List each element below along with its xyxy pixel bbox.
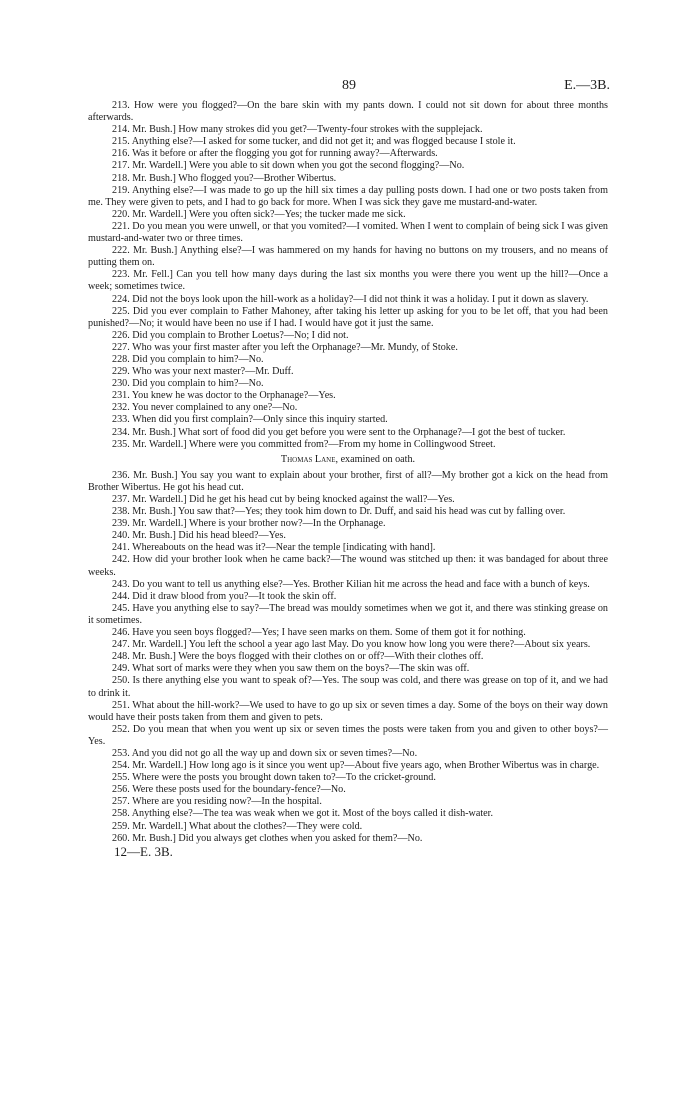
testimony-paragraph: 225. Did you ever complain to Father Mahoney, after taking his letter up asking for you to be let off, that you had been punished?—No; it would have been no use if I had. I would have got it just the same. [88,305,608,329]
testimony-paragraph: 244. Did it draw blood from you?—It took the skin off. [112,590,337,602]
testimony-paragraph: 238. Mr. Bush.] You saw that?—Yes; they took him down to Dr. Duff, and said his head was cut by falling over. [112,506,566,518]
testimony-paragraph: 255. Where were the posts you brought down taken to?—To the cricket-ground. [112,772,436,784]
testimony-paragraph: 227. Who was your first master after you left the Orphanage?—Mr. Mundy, of Stoke. [112,341,458,353]
testimony-paragraph: 217. Mr. Wardell.] Were you able to sit down when you got the second flogging?—No. [112,160,465,172]
testimony-paragraph: 237. Mr. Wardell.] Did he get his head cut by being knocked against the wall?—Yes. [112,494,455,505]
testimony-paragraph: 213. How were you flogged?—On the bare skin with my pants down. I could not sit down for about three months afterwards. [88,100,608,124]
testimony-paragraph: 233. When did you first complain?—Only since this inquiry started. [112,414,388,426]
testimony-paragraph: 235. Mr. Wardell.] Where were you committed from?—From my home in Collingwood Street. [112,438,496,450]
testimony-paragraph: 243. Do you want to tell us anything else?—Yes. Brother Kilian hit me across the head and face with a bunch of keys. [112,578,590,590]
document-code: E.—3B. [564,78,610,93]
testimony-paragraph: 257. Where are you residing now?—In the hospital. [112,796,322,808]
witness-heading [88,454,608,466]
testimony-paragraph: 216. Was it before or after the flogging you got for running away?—Afterwards. [112,148,438,160]
testimony-paragraph: 234. Mr. Bush.] What sort of food did you get before you were sent to the Orphanage?—I got the best of tucker. [112,426,566,438]
testimony-paragraph: 246. Have you seen boys flogged?—Yes; I have seen marks on them. Some of them got it for nothing. [112,627,526,639]
testimony-paragraph: 221. Do you mean you were unwell, or that you vomited?—I vomited. When I went to complain of being sick I was given mustard-and-water two or three times. [88,220,608,245]
witness-heading-rest: , examined on oath. [335,453,416,465]
page-header [88,78,608,100]
testimony-paragraph: 229. Who was your next master?—Mr. Duff. [112,366,294,378]
testimony-paragraph: 224. Did not the boys look upon the hill-work as a holiday?—I did not think it was a holiday. I put it down as slavery. [112,293,589,305]
testimony-paragraph: 223. Mr. Fell.] Can you tell how many days during the last six months you were there you went up the hill?—Once a week; sometimes twice. [88,269,608,293]
page-number: 89 [342,78,356,93]
testimony-paragraph: 258. Anything else?—The tea was weak when we got it. Most of the boys called it dish-water. [112,808,494,820]
testimony-paragraph: 232. You never complained to any one?—No. [112,402,298,414]
testimony-paragraph: 222. Mr. Bush.] Anything else?—I was hammered on my hands for having no buttons on my trousers, and no means of putting them on. [88,245,608,269]
testimony-part-1 [88,100,608,451]
testimony-paragraph: 239. Mr. Wardell.] Where is your brother now?—In the Orphanage. [112,518,386,530]
testimony-paragraph: 240. Mr. Bush.] Did his head bleed?—Yes. [112,530,286,542]
testimony-paragraph: 256. Were these posts used for the boundary-fence?—No. [112,784,346,796]
testimony-paragraph: 219. Anything else?—I was made to go up the hill six times a day pulling posts down. I had one or two posts taken from me. They were given to pets, and I had to go back for more. When I was sick they gave me mustard-and-water. [88,184,608,208]
testimony-paragraph: 231. You knew he was doctor to the Orphanage?—Yes. [112,390,336,402]
testimony-paragraph: 214. Mr. Bush.] How many strokes did you get?—Twenty-four strokes with the supplejack. [112,124,483,136]
testimony-part-2 [88,470,608,845]
witness-last-name: Lane [314,453,336,465]
testimony-paragraph: 228. Did you complain to him?—No. [112,353,264,365]
testimony-paragraph: 218. Mr. Bush.] Who flogged you?—Brother Wibertus. [112,172,337,184]
testimony-paragraph: 252. Do you mean that when you went up six or seven times the posts were taken from you and given to other boys?—Yes. [88,723,608,747]
witness-first-name: Thomas [280,453,313,465]
testimony-paragraph: 254. Mr. Wardell.] How long ago is it since you went up?—About five years ago, when Brother Wibertus was in charge. [112,760,600,772]
testimony-paragraph: 215. Anything else?—I asked for some tucker, and did not get it; and was flogged because I stole it. [112,136,516,148]
testimony-paragraph: 253. And you did not go all the way up and down six or seven times?—No. [112,747,418,759]
testimony-paragraph: 241. Whereabouts on the head was it?—Near the temple [indicating with hand]. [112,542,436,554]
testimony-paragraph: 259. Mr. Wardell.] What about the clothes?—They were cold. [112,820,363,832]
testimony-paragraph: 251. What about the hill-work?—We used to have to go up six or seven times a day. Some of the boys on their way down would have their posts taken from them and given to pets. [88,699,608,723]
testimony-paragraph: 260. Mr. Bush.] Did you always get clothes when you asked for them?—No. [112,832,423,844]
testimony-paragraph: 245. Have you anything else to say?—The bread was mouldy sometimes when we got it, and there was stinking grease on it sometimes. [88,602,608,626]
document-page [88,78,608,858]
testimony-paragraph: 249. What sort of marks were they when you saw them on the boys?—The skin was off. [112,663,470,675]
testimony-paragraph: 242. How did your brother look when he came back?—The wound was stitched up then: it was bandaged for about three weeks. [88,554,608,578]
testimony-paragraph: 220. Mr. Wardell.] Were you often sick?—Yes; the tucker made me sick. [112,208,406,220]
testimony-paragraph: 226. Did you complain to Brother Loetus?—No; I did not. [112,329,349,341]
testimony-paragraph: 248. Mr. Bush.] Were the boys flogged with their clothes on or off?—With their clothes off. [112,651,484,663]
testimony-paragraph: 236. Mr. Bush.] You say you want to explain about your brother, first of all?—My brother got a kick on the head from Brother Wibertus. He got his head cut. [88,469,608,493]
signature-mark: 12—E. 3B. [114,843,173,859]
testimony-paragraph: 230. Did you complain to him?—No. [112,378,264,390]
testimony-paragraph: 250. Is there anything else you want to speak of?—Yes. The soup was cold, and there was grease on top of it, and we had to drink it. [88,675,608,699]
testimony-paragraph: 247. Mr. Wardell.] You left the school a year ago last May. Do you know how long you were there?—About six years. [112,639,591,651]
